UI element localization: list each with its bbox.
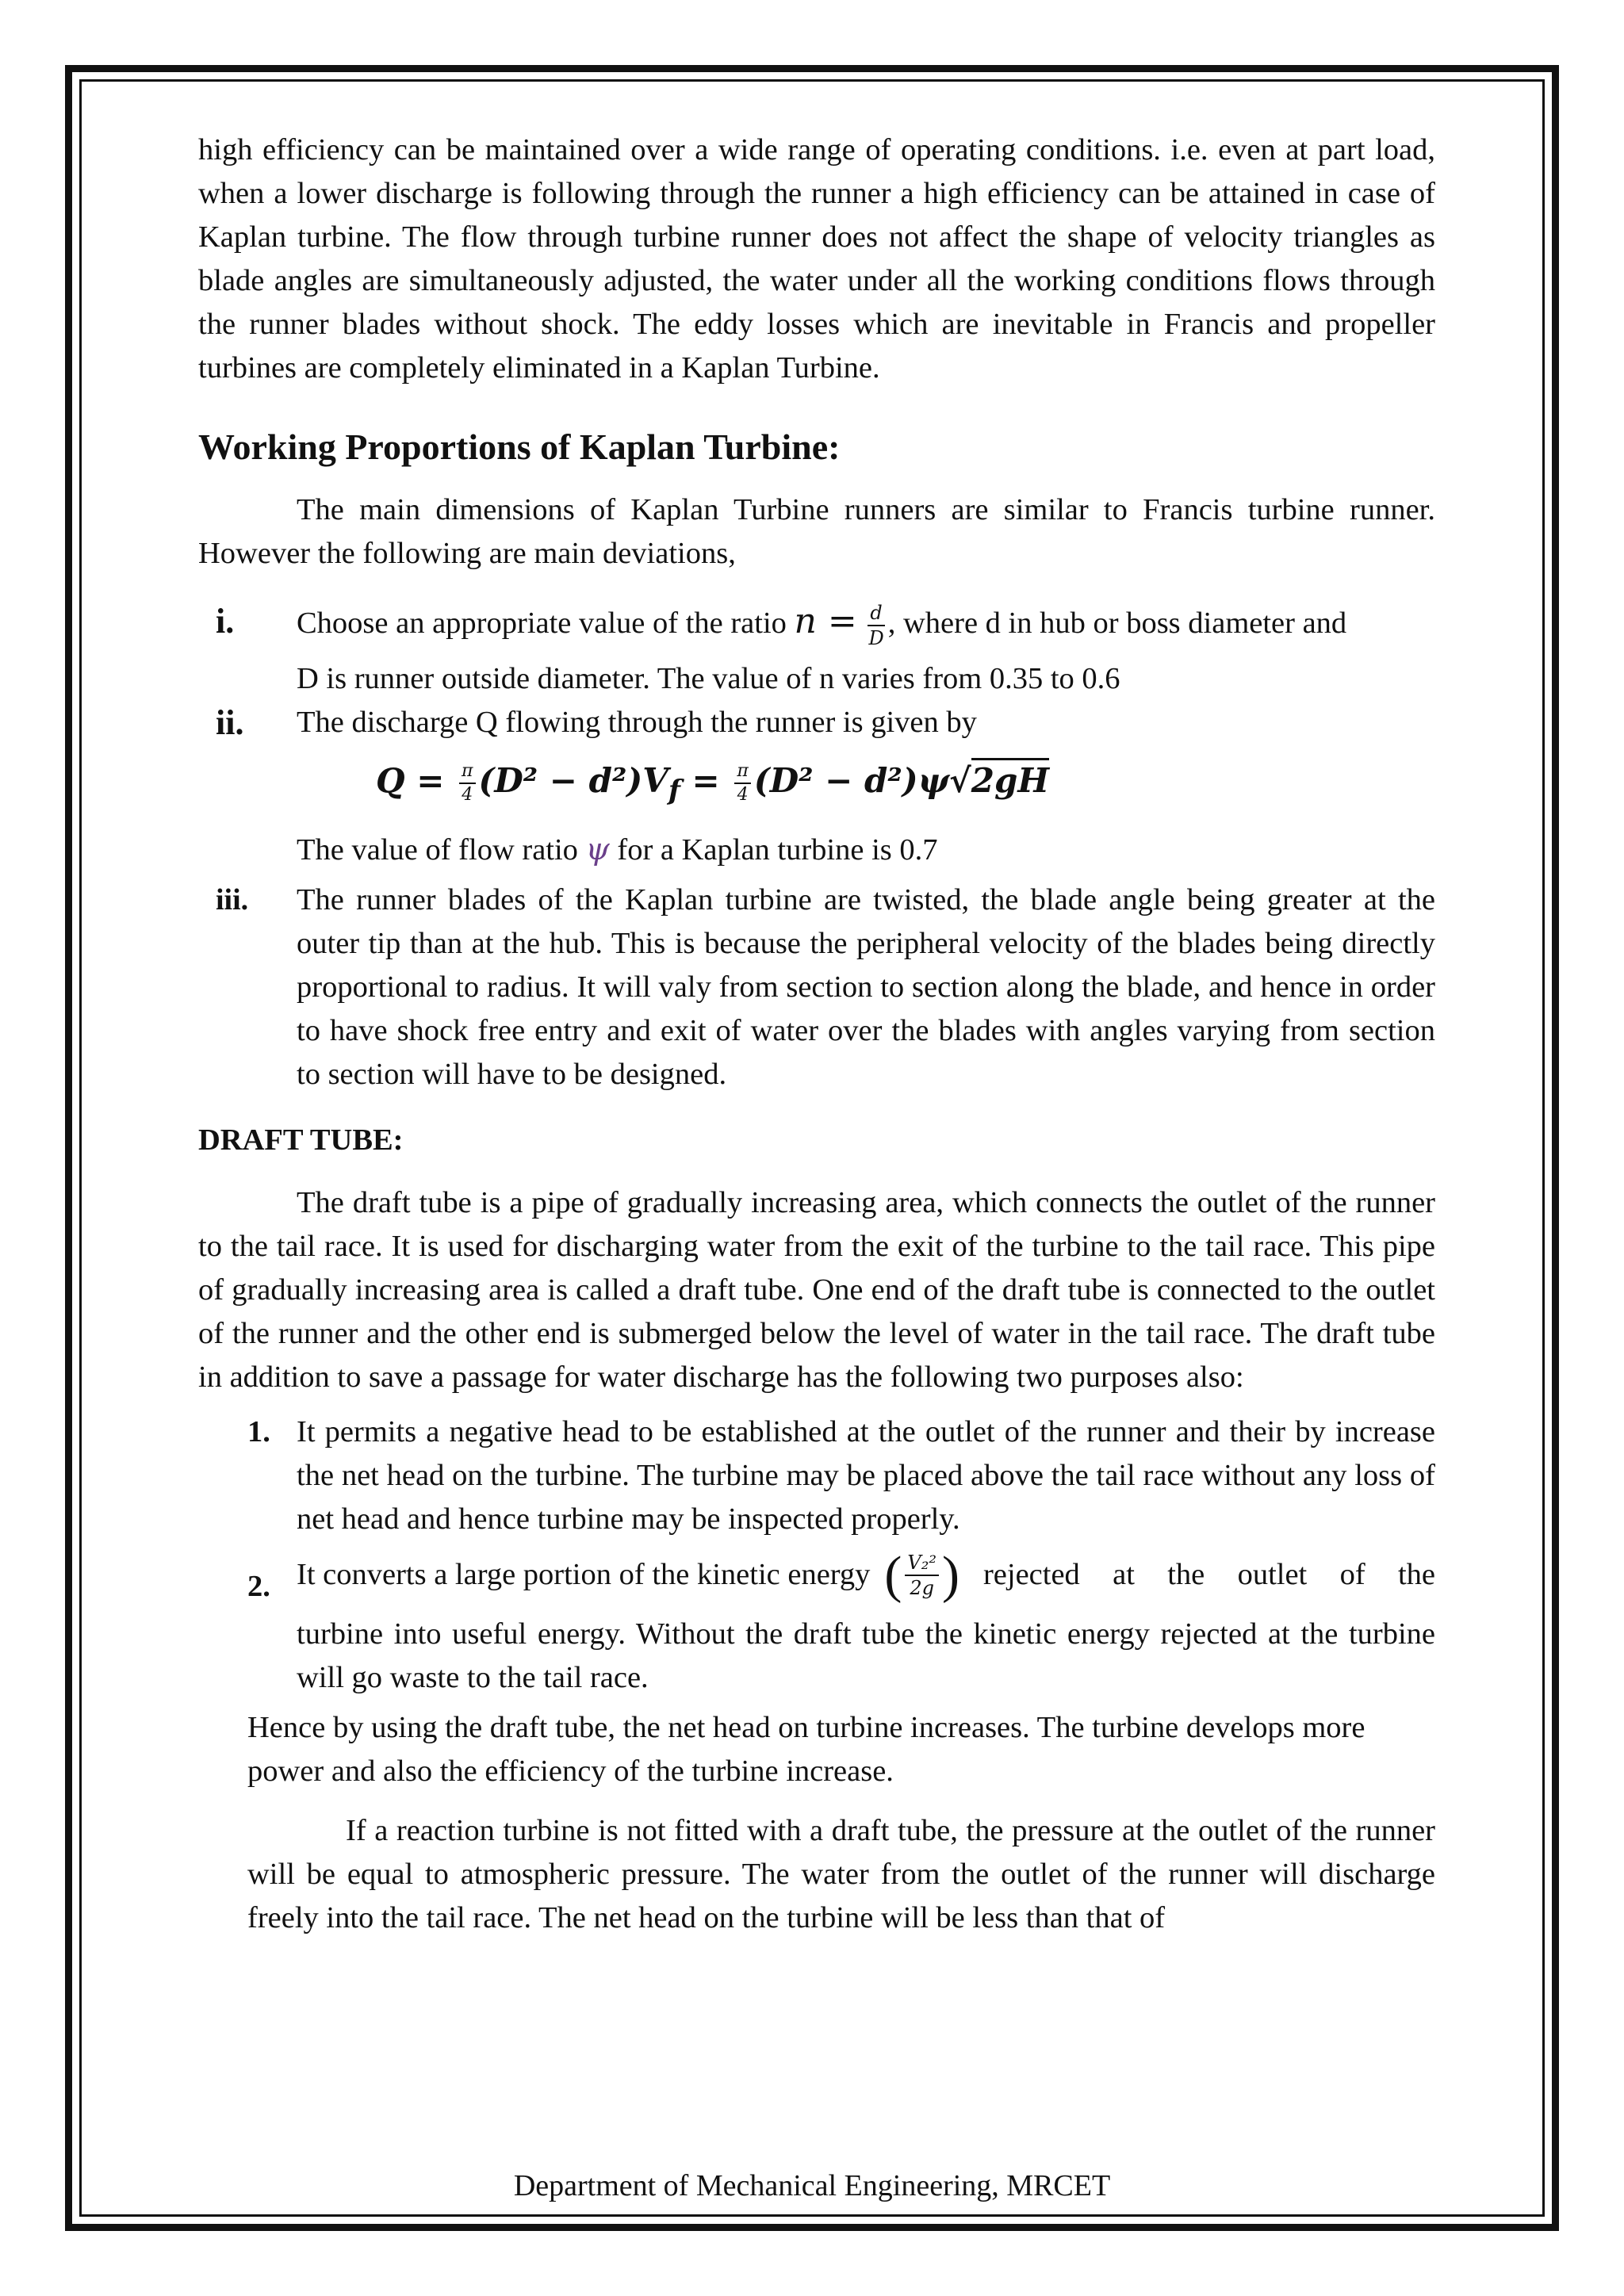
list-item-ii	[198, 701, 1435, 871]
list-marker: 1.	[247, 1414, 270, 1448]
section1-intro: The main dimensions of Kaplan Turbine runners are similar to Francis turbine runner. However the following are main deviations,	[198, 493, 1435, 570]
section2-intro: The draft tube is a pipe of gradually increasing area, which connects the outlet of the runner to the tail race. It is used for discharging water from the exit of the turbine to the tail race. This pipe of gradually increasing area is called a draft tube. One end of the draft tube is connected to the outlet of the runner and the other end is submerged below the level of water in the tail race. The draft tube in addition to save a passage for water discharge has the following two purposes also:	[198, 1185, 1435, 1394]
page-content	[198, 128, 1435, 1940]
list-item-text: It permits a negative head to be established at the outlet of the runner and their by increase the net head on the turbine. The turbine may be placed above the tail race without any loss of net head and hence turbine may be inspected properly.	[297, 1414, 1435, 1536]
list-item-text: The runner blades of the Kaplan turbine are twisted, the blade angle being greater at the outer tip than at the hub. This is because the peripheral velocity of the blades being directly proportional to radius. It will valy from section to section along the blade, and hence in order to have shock free entry and exit of water over the blades with angles varying from section to section will have to be designed.	[297, 882, 1435, 1091]
list-item-iii	[198, 878, 1435, 1096]
list-item-text: The discharge Q flowing through the runner is given by	[297, 706, 977, 740]
formula-n: n =	[794, 601, 857, 641]
page-footer: Department of Mechanical Engineering, MRCET	[513, 2169, 1111, 2202]
intro-paragraph: high efficiency can be maintained over a wide range of operating conditions. i.e. even at part load, when a lower discharge is following through the runner a high efficiency can be attained in case of Kaplan turbine. The flow through turbine runner does not affect the shape of velocity triangles as blade angles are simultaneously adjusted, the water under all the working conditions flows through the runner blades without shock. The eddy losses which are inevitable in Francis and propeller turbines are completely eliminated in a Kaplan Turbine.	[198, 133, 1435, 385]
list-marker: i.	[216, 602, 235, 641]
psi-symbol: ψ	[585, 831, 610, 867]
list-item-2	[198, 1545, 1435, 1700]
list-marker: ii.	[216, 703, 244, 743]
heading-draft-tube: DRAFT TUBE:	[198, 1123, 404, 1157]
list-marker: 2.	[247, 1569, 270, 1603]
last-paragraph: If a reaction turbine is not fitted with a draft tube, the pressure at the outlet of the runner will be equal to atmospheric pressure. The water from the outlet of the runner will discharge freely into the tail race. The net head on the turbine will be less than that of	[247, 1813, 1435, 1934]
kinetic-energy-term: ( $\frac{\text{V₂²}}{2g}$ )	[884, 1545, 959, 1604]
hence-paragraph: Hence by using the draft tube, the net head on turbine increases. The turbine develops more power and also the efficiency of the turbine increase.	[247, 1710, 1365, 1788]
list-item-text: Choose an appropriate value of the ratio n = $\frac{d}{D}$ , where d in hub or boss diameter and	[297, 601, 1347, 650]
list-item-text-line2: turbine into useful energy. Without the draft tube the kinetic energy rejected at the turbine will go waste to the tail race.	[297, 1617, 1435, 1694]
list-item-text-line2: D is runner outside diameter. The value of n varies from 0.35 to 0.6	[297, 662, 1120, 696]
discharge-formula: Q = $\frac{\pi}{4}$ $(D^2 - d^2)V_f$ = $\frac{\pi}{4}$ (D² − d²)ψ√2gH	[376, 749, 1435, 822]
heading-working-proportions: Working Proportions of Kaplan Turbine:	[198, 427, 841, 467]
flow-ratio-text: The value of flow ratio ψ for a Kaplan turbine is 0.7	[297, 831, 938, 867]
list-item-text: It converts a large portion of the kinetic energy ( $\frac{\text{V₂²}}{2g}$ ) rejected at the outlet of the	[297, 1545, 1435, 1604]
list-item-i	[198, 599, 1435, 701]
list-item-1	[198, 1410, 1435, 1541]
sqrt-sign: √	[949, 761, 971, 801]
fraction-d-over-D: $\frac{d}{D}$	[868, 602, 884, 650]
list-marker: iii.	[216, 882, 249, 916]
